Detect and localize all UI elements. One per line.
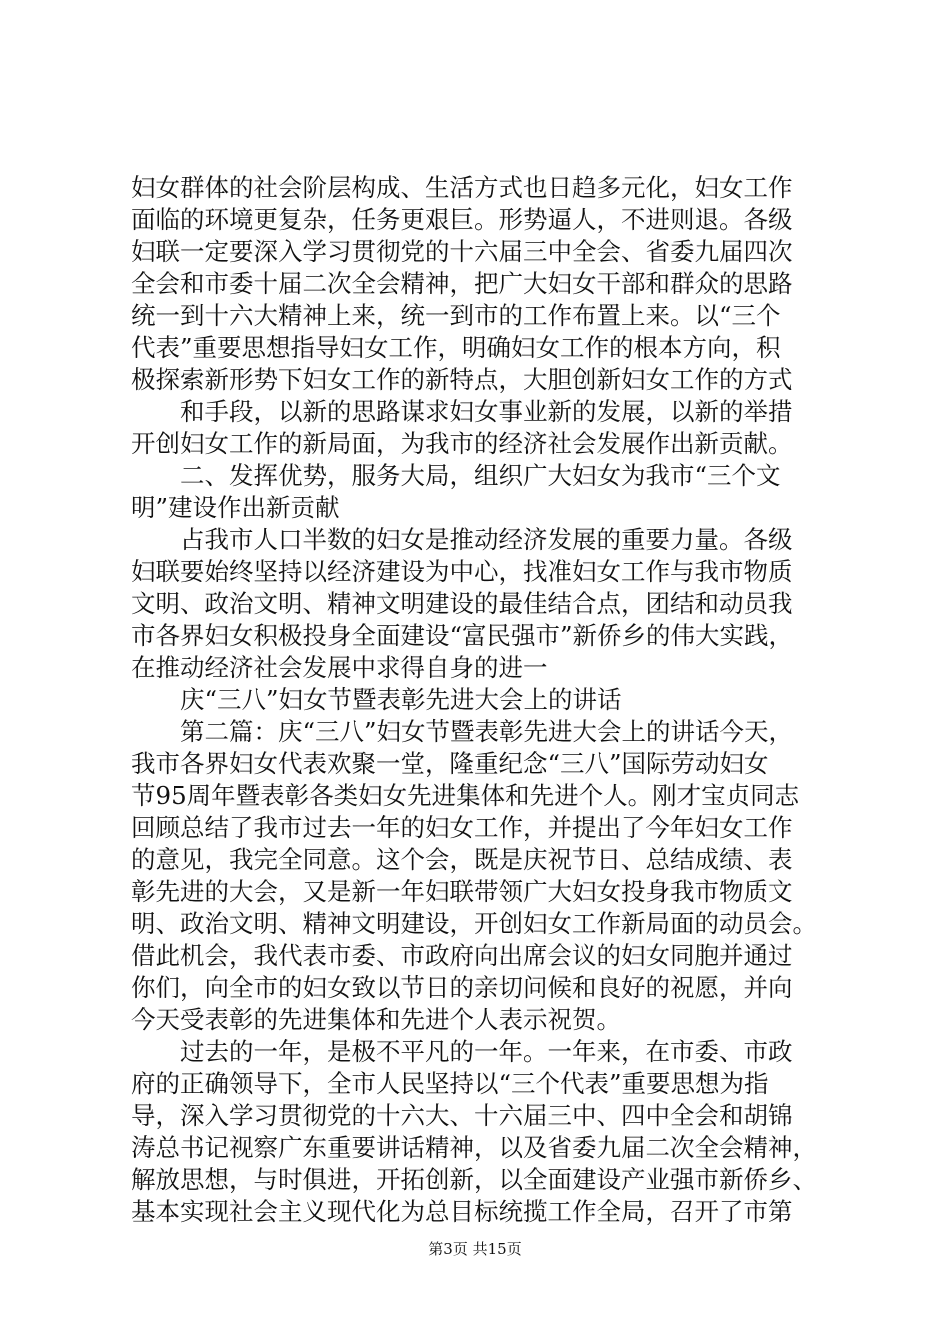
text-line: 明、政治文明、精神文明建设，开创妇女工作新局面的动员会。	[131, 909, 817, 938]
text-line: 全会和市委十届二次全会精神，把广大妇女干部和群众的思路	[131, 269, 793, 298]
text-line: 极探索新形势下妇女工作的新特点，大胆创新妇女工作的方式	[131, 365, 793, 394]
text-line: 占我市人口半数的妇女是推动经济发展的重要力量。各级	[131, 525, 793, 554]
page-number: 第3页 共15页	[428, 1240, 522, 1258]
text-line: 你们，向全市的妇女致以节日的亲切问候和良好的祝愿，并向	[131, 973, 793, 1002]
text-line: 庆“三八”妇女节暨表彰先进大会上的讲话	[131, 685, 622, 714]
text-line: 今天受表彰的先进集体和先进个人表示祝贺。	[131, 1005, 621, 1034]
text-line: 导，深入学习贯彻党的十六大、十六届三中、四中全会和胡锦	[131, 1101, 793, 1130]
text-line: 的意见，我完全同意。这个会，既是庆祝节日、总结成绩、表	[131, 845, 793, 874]
text-line: 彰先进的大会，又是新一年妇联带领广大妇女投身我市物质文	[131, 877, 793, 906]
text-line: 借此机会，我代表市委、市政府向出席会议的妇女同胞并通过	[131, 941, 793, 970]
text-line: 开创妇女工作的新局面，为我市的经济社会发展作出新贡献。	[131, 429, 793, 458]
text-line: 文明、政治文明、精神文明建设的最佳结合点，团结和动员我	[131, 589, 793, 618]
text-line: 妇联要始终坚持以经济建设为中心，找准妇女工作与我市物质	[131, 557, 793, 586]
text-line: 和手段，以新的思路谋求妇女事业新的发展，以新的举措	[131, 397, 793, 426]
text-line: 在推动经济社会发展中求得自身的进一	[131, 653, 548, 682]
text-line: 回顾总结了我市过去一年的妇女工作，并提出了今年妇女工作	[131, 813, 793, 842]
text-line: 府的正确领导下，全市人民坚持以“三个代表”重要思想为指	[131, 1069, 769, 1098]
text-line: 市各界妇女积极投身全面建设“富民强市”新侨乡的伟大实践，	[131, 621, 794, 650]
text-line: 面临的环境更复杂，任务更艰巨。形势逼人，不进则退。各级	[131, 205, 793, 234]
page-footer	[0, 1239, 950, 1259]
text-line: 涛总书记视察广东重要讲话精神，以及省委九届二次全会精神，	[131, 1133, 817, 1162]
text-line: 代表”重要思想指导妇女工作，明确妇女工作的根本方向，积	[131, 333, 781, 362]
body-text	[131, 172, 831, 1228]
text-line: 第二篇：庆“三八”妇女节暨表彰先进大会上的讲话今天，	[131, 717, 794, 746]
text-line: 统一到十六大精神上来，统一到市的工作布置上来。以“三个	[131, 301, 781, 330]
text-line: 明”建设作出新贡献	[131, 493, 340, 522]
text-line: 我市各界妇女代表欢聚一堂，隆重纪念“三八”国际劳动妇女	[131, 749, 769, 778]
text-line: 过去的一年，是极不平凡的一年。一年来，在市委、市政	[131, 1037, 793, 1066]
text-line: 妇联一定要深入学习贯彻党的十六届三中全会、省委九届四次	[131, 237, 793, 266]
text-line: 妇女群体的社会阶层构成、生活方式也日趋多元化，妇女工作	[131, 173, 793, 202]
text-line: 解放思想，与时俱进，开拓创新，以全面建设产业强市新侨乡、	[131, 1165, 817, 1194]
text-line: 节95周年暨表彰各类妇女先进集体和先进个人。刚才宝贞同志	[131, 781, 800, 810]
text-line: 基本实现社会主义现代化为总目标统揽工作全局，召开了市第	[131, 1197, 793, 1226]
text-line: 二、发挥优势，服务大局，组织广大妇女为我市“三个文	[131, 461, 781, 490]
